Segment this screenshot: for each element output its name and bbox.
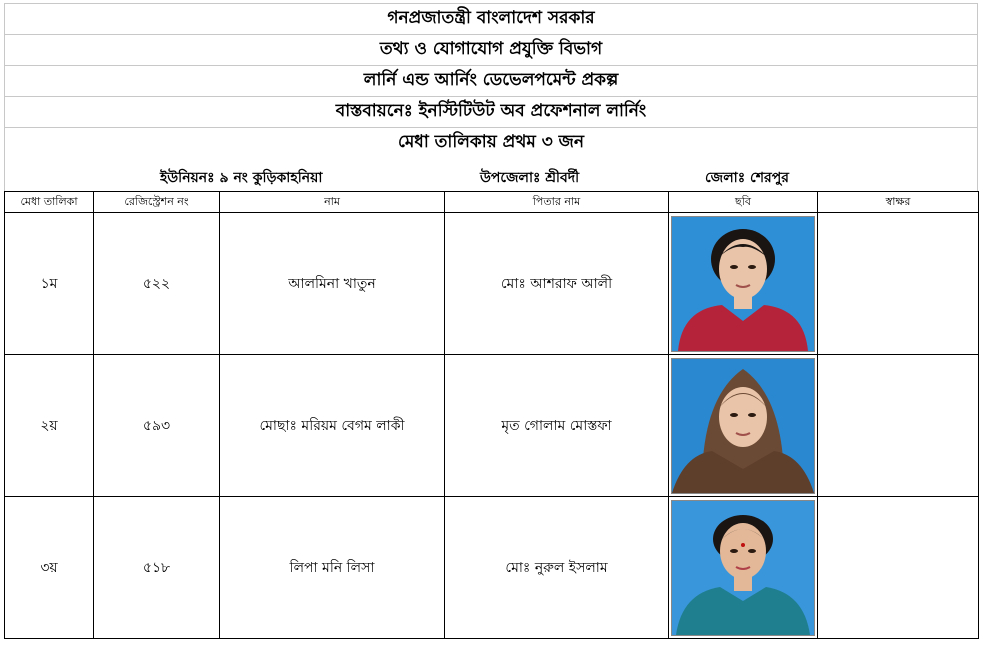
father-name-cell: মৃত গোলাম মোস্তফা <box>445 355 669 497</box>
header-merit-title: মেধা তালিকায় প্রথম ৩ জন <box>4 127 978 158</box>
candidate-photo <box>671 358 815 494</box>
table-row <box>5 497 979 639</box>
union-label: ইউনিয়নঃ ৯ নং কুড়িকাহনিয়া <box>160 170 323 186</box>
col-name: নাম <box>220 192 445 213</box>
father-name-cell: মোঃ আশরাফ আলী <box>445 213 669 355</box>
merit-list-sheet <box>4 3 978 639</box>
col-rank: মেধা তালিকা <box>5 192 94 213</box>
rank-cell: ২য় <box>5 355 94 497</box>
header-project: লার্নি এন্ড আর্নিং ডেভেলপমেন্ট প্রকল্প <box>4 65 978 96</box>
father-name-cell: মোঃ নুরুল ইসলাম <box>445 497 669 639</box>
registration-cell: ৫৯৩ <box>94 355 220 497</box>
photo-cell <box>669 213 818 355</box>
col-photo: ছবি <box>669 192 818 213</box>
rank-cell: ৩য় <box>5 497 94 639</box>
candidate-photo <box>671 216 815 352</box>
header-implementer: বাস্তবায়নেঃ ইনস্টিটিউট অব প্রফেশনাল লার্নিং <box>4 96 978 127</box>
merit-table <box>4 191 979 639</box>
col-father-name: পিতার নাম <box>445 192 669 213</box>
col-signature: স্বাক্ষর <box>818 192 979 213</box>
name-cell: মোছাঃ মরিয়ম বেগম লাকী <box>220 355 445 497</box>
candidate-photo <box>671 500 815 636</box>
location-row <box>4 158 978 191</box>
table-row <box>5 213 979 355</box>
name-cell: আলমিনা খাতুন <box>220 213 445 355</box>
photo-cell <box>669 355 818 497</box>
table-header-row <box>5 192 979 213</box>
registration-cell: ৫২২ <box>94 213 220 355</box>
signature-cell[interactable] <box>818 213 979 355</box>
district-label: জেলাঃ শেরপুর <box>705 170 789 186</box>
table-row <box>5 355 979 497</box>
header-division: তথ্য ও যোগাযোগ প্রযুক্তি বিভাগ <box>4 34 978 65</box>
registration-cell: ৫১৮ <box>94 497 220 639</box>
signature-cell[interactable] <box>818 497 979 639</box>
signature-cell[interactable] <box>818 355 979 497</box>
upazila-label: উপজেলাঃ শ্রীবর্দী <box>480 170 580 186</box>
col-registration: রেজিস্ট্রেশন নং <box>94 192 220 213</box>
header-government: গনপ্রজাতন্ত্রী বাংলাদেশ সরকার <box>4 3 978 34</box>
photo-cell <box>669 497 818 639</box>
name-cell: লিপা মনি লিসা <box>220 497 445 639</box>
rank-cell: ১ম <box>5 213 94 355</box>
